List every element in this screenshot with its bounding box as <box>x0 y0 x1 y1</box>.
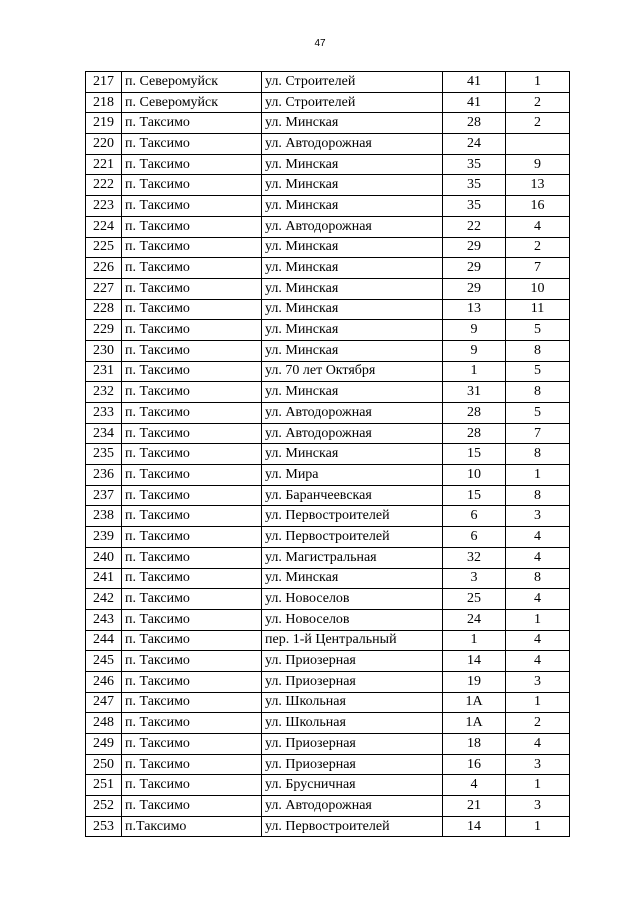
row-number-cell: 233 <box>86 403 122 424</box>
row-number-cell: 251 <box>86 775 122 796</box>
apartment-number-cell: 4 <box>506 589 570 610</box>
apartment-number-cell: 1 <box>506 609 570 630</box>
street-cell: ул. Минская <box>262 278 443 299</box>
street-cell: ул. Новоселов <box>262 609 443 630</box>
house-number-cell: 15 <box>443 444 506 465</box>
street-cell: ул. Автодорожная <box>262 134 443 155</box>
street-cell: ул. Приозерная <box>262 651 443 672</box>
row-number-cell: 217 <box>86 72 122 93</box>
table-row <box>86 547 570 568</box>
apartment-number-cell: 1 <box>506 72 570 93</box>
table-row <box>86 734 570 755</box>
house-number-cell: 1 <box>443 630 506 651</box>
row-number-cell: 246 <box>86 671 122 692</box>
house-number-cell: 6 <box>443 527 506 548</box>
street-cell: ул. Минская <box>262 154 443 175</box>
apartment-number-cell: 4 <box>506 734 570 755</box>
apartment-number-cell: 5 <box>506 403 570 424</box>
house-number-cell: 9 <box>443 320 506 341</box>
table-row <box>86 816 570 837</box>
street-cell: ул. Минская <box>262 175 443 196</box>
house-number-cell: 28 <box>443 423 506 444</box>
street-cell: ул. Брусничная <box>262 775 443 796</box>
house-number-cell: 14 <box>443 816 506 837</box>
row-number-cell: 224 <box>86 216 122 237</box>
row-number-cell: 245 <box>86 651 122 672</box>
apartment-number-cell: 1 <box>506 775 570 796</box>
house-number-cell: 29 <box>443 258 506 279</box>
street-cell: ул. Новоселов <box>262 589 443 610</box>
table-row <box>86 444 570 465</box>
street-cell: ул. Минская <box>262 320 443 341</box>
table-row <box>86 403 570 424</box>
apartment-number-cell: 9 <box>506 154 570 175</box>
table-row <box>86 465 570 486</box>
street-cell: ул. Приозерная <box>262 734 443 755</box>
row-number-cell: 231 <box>86 361 122 382</box>
settlement-cell: п. Таксимо <box>122 278 262 299</box>
table-row <box>86 589 570 610</box>
settlement-cell: п. Таксимо <box>122 796 262 817</box>
table-row <box>86 671 570 692</box>
table-row <box>86 154 570 175</box>
street-cell: ул. Минская <box>262 113 443 134</box>
house-number-cell: 19 <box>443 671 506 692</box>
house-number-cell: 24 <box>443 134 506 155</box>
apartment-number-cell: 3 <box>506 754 570 775</box>
settlement-cell: п. Таксимо <box>122 506 262 527</box>
row-number-cell: 250 <box>86 754 122 775</box>
house-number-cell: 21 <box>443 796 506 817</box>
house-number-cell: 3 <box>443 568 506 589</box>
table-row <box>86 754 570 775</box>
apartment-number-cell: 4 <box>506 651 570 672</box>
row-number-cell: 234 <box>86 423 122 444</box>
apartment-number-cell: 3 <box>506 671 570 692</box>
apartment-number-cell: 2 <box>506 713 570 734</box>
settlement-cell: п. Таксимо <box>122 754 262 775</box>
street-cell: ул. Магистральная <box>262 547 443 568</box>
table-row <box>86 175 570 196</box>
apartment-number-cell: 4 <box>506 527 570 548</box>
street-cell: ул. Автодорожная <box>262 403 443 424</box>
street-cell: ул. Школьная <box>262 692 443 713</box>
street-cell: ул. Автодорожная <box>262 216 443 237</box>
row-number-cell: 218 <box>86 92 122 113</box>
street-cell: ул. Минская <box>262 382 443 403</box>
settlement-cell: п.Таксимо <box>122 816 262 837</box>
house-number-cell: 6 <box>443 506 506 527</box>
street-cell: ул. Минская <box>262 237 443 258</box>
house-number-cell: 31 <box>443 382 506 403</box>
row-number-cell: 229 <box>86 320 122 341</box>
row-number-cell: 226 <box>86 258 122 279</box>
house-number-cell: 14 <box>443 651 506 672</box>
settlement-cell: п. Таксимо <box>122 403 262 424</box>
settlement-cell: п. Таксимо <box>122 216 262 237</box>
settlement-cell: п. Таксимо <box>122 382 262 403</box>
apartment-number-cell: 3 <box>506 506 570 527</box>
table-row <box>86 382 570 403</box>
row-number-cell: 225 <box>86 237 122 258</box>
row-number-cell: 227 <box>86 278 122 299</box>
settlement-cell: п. Таксимо <box>122 258 262 279</box>
settlement-cell: п. Таксимо <box>122 671 262 692</box>
apartment-number-cell: 3 <box>506 796 570 817</box>
house-number-cell: 22 <box>443 216 506 237</box>
apartment-number-cell <box>506 134 570 155</box>
street-cell: ул. Мира <box>262 465 443 486</box>
settlement-cell: п. Таксимо <box>122 547 262 568</box>
row-number-cell: 232 <box>86 382 122 403</box>
table-row <box>86 796 570 817</box>
settlement-cell: п. Таксимо <box>122 630 262 651</box>
settlement-cell: п. Таксимо <box>122 568 262 589</box>
settlement-cell: п. Таксимо <box>122 734 262 755</box>
apartment-number-cell: 7 <box>506 258 570 279</box>
table-row <box>86 320 570 341</box>
apartment-number-cell: 8 <box>506 485 570 506</box>
house-number-cell: 1А <box>443 713 506 734</box>
settlement-cell: п. Таксимо <box>122 444 262 465</box>
table-row <box>86 237 570 258</box>
apartment-number-cell: 8 <box>506 444 570 465</box>
table-row <box>86 506 570 527</box>
row-number-cell: 228 <box>86 299 122 320</box>
apartment-number-cell: 5 <box>506 361 570 382</box>
row-number-cell: 239 <box>86 527 122 548</box>
apartment-number-cell: 8 <box>506 382 570 403</box>
table-row <box>86 216 570 237</box>
table-row <box>86 113 570 134</box>
street-cell: ул. Первостроителей <box>262 506 443 527</box>
apartment-number-cell: 4 <box>506 630 570 651</box>
street-cell: ул. Минская <box>262 444 443 465</box>
apartment-number-cell: 10 <box>506 278 570 299</box>
table-row <box>86 278 570 299</box>
settlement-cell: п. Таксимо <box>122 113 262 134</box>
street-cell: ул. Минская <box>262 299 443 320</box>
street-cell: ул. Минская <box>262 568 443 589</box>
apartment-number-cell: 1 <box>506 816 570 837</box>
street-cell: ул. Строителей <box>262 92 443 113</box>
settlement-cell: п. Таксимо <box>122 196 262 217</box>
row-number-cell: 236 <box>86 465 122 486</box>
house-number-cell: 25 <box>443 589 506 610</box>
settlement-cell: п. Таксимо <box>122 775 262 796</box>
house-number-cell: 28 <box>443 113 506 134</box>
apartment-number-cell: 8 <box>506 340 570 361</box>
settlement-cell: п. Таксимо <box>122 589 262 610</box>
apartment-number-cell: 2 <box>506 237 570 258</box>
street-cell: ул. 70 лет Октября <box>262 361 443 382</box>
table-row <box>86 568 570 589</box>
row-number-cell: 240 <box>86 547 122 568</box>
row-number-cell: 244 <box>86 630 122 651</box>
page-number: 47 <box>314 38 326 49</box>
settlement-cell: п. Таксимо <box>122 134 262 155</box>
row-number-cell: 220 <box>86 134 122 155</box>
street-cell: ул. Приозерная <box>262 754 443 775</box>
street-cell: ул. Первостроителей <box>262 527 443 548</box>
settlement-cell: п. Таксимо <box>122 361 262 382</box>
house-number-cell: 35 <box>443 154 506 175</box>
settlement-cell: п. Северомуйск <box>122 72 262 93</box>
apartment-number-cell: 1 <box>506 692 570 713</box>
table-row <box>86 72 570 93</box>
street-cell: ул. Автодорожная <box>262 423 443 444</box>
house-number-cell: 24 <box>443 609 506 630</box>
row-number-cell: 237 <box>86 485 122 506</box>
settlement-cell: п. Таксимо <box>122 485 262 506</box>
house-number-cell: 16 <box>443 754 506 775</box>
row-number-cell: 235 <box>86 444 122 465</box>
settlement-cell: п. Таксимо <box>122 237 262 258</box>
house-number-cell: 29 <box>443 278 506 299</box>
settlement-cell: п. Таксимо <box>122 692 262 713</box>
table-row <box>86 775 570 796</box>
street-cell: ул. Баранчеевская <box>262 485 443 506</box>
table-row <box>86 92 570 113</box>
table-row <box>86 527 570 548</box>
house-number-cell: 18 <box>443 734 506 755</box>
settlement-cell: п. Северомуйск <box>122 92 262 113</box>
table-row <box>86 713 570 734</box>
apartment-number-cell: 2 <box>506 113 570 134</box>
street-cell: ул. Первостроителей <box>262 816 443 837</box>
house-number-cell: 29 <box>443 237 506 258</box>
table-row <box>86 361 570 382</box>
row-number-cell: 243 <box>86 609 122 630</box>
row-number-cell: 222 <box>86 175 122 196</box>
house-number-cell: 1А <box>443 692 506 713</box>
row-number-cell: 241 <box>86 568 122 589</box>
house-number-cell: 15 <box>443 485 506 506</box>
row-number-cell: 249 <box>86 734 122 755</box>
house-number-cell: 32 <box>443 547 506 568</box>
apartment-number-cell: 1 <box>506 465 570 486</box>
row-number-cell: 219 <box>86 113 122 134</box>
house-number-cell: 1 <box>443 361 506 382</box>
street-cell: ул. Приозерная <box>262 671 443 692</box>
table-row <box>86 609 570 630</box>
house-number-cell: 35 <box>443 175 506 196</box>
street-cell: ул. Строителей <box>262 72 443 93</box>
table-row <box>86 299 570 320</box>
house-number-cell: 35 <box>443 196 506 217</box>
street-cell: ул. Школьная <box>262 713 443 734</box>
apartment-number-cell: 4 <box>506 547 570 568</box>
table-row <box>86 423 570 444</box>
house-number-cell: 4 <box>443 775 506 796</box>
street-cell: ул. Минская <box>262 340 443 361</box>
row-number-cell: 230 <box>86 340 122 361</box>
street-cell: ул. Минская <box>262 196 443 217</box>
settlement-cell: п. Таксимо <box>122 299 262 320</box>
house-number-cell: 9 <box>443 340 506 361</box>
row-number-cell: 248 <box>86 713 122 734</box>
settlement-cell: п. Таксимо <box>122 340 262 361</box>
apartment-number-cell: 16 <box>506 196 570 217</box>
row-number-cell: 242 <box>86 589 122 610</box>
table-row <box>86 340 570 361</box>
row-number-cell: 223 <box>86 196 122 217</box>
apartment-number-cell: 8 <box>506 568 570 589</box>
apartment-number-cell: 13 <box>506 175 570 196</box>
house-number-cell: 10 <box>443 465 506 486</box>
row-number-cell: 253 <box>86 816 122 837</box>
settlement-cell: п. Таксимо <box>122 423 262 444</box>
table-row <box>86 692 570 713</box>
settlement-cell: п. Таксимо <box>122 175 262 196</box>
settlement-cell: п. Таксимо <box>122 609 262 630</box>
street-cell: ул. Автодорожная <box>262 796 443 817</box>
table-row <box>86 258 570 279</box>
settlement-cell: п. Таксимо <box>122 713 262 734</box>
table-row <box>86 651 570 672</box>
house-number-cell: 41 <box>443 92 506 113</box>
row-number-cell: 247 <box>86 692 122 713</box>
settlement-cell: п. Таксимо <box>122 465 262 486</box>
settlement-cell: п. Таксимо <box>122 320 262 341</box>
apartment-number-cell: 5 <box>506 320 570 341</box>
table-row <box>86 630 570 651</box>
address-table <box>85 71 570 837</box>
street-cell: ул. Минская <box>262 258 443 279</box>
apartment-number-cell: 7 <box>506 423 570 444</box>
apartment-number-cell: 2 <box>506 92 570 113</box>
address-table-body <box>86 72 570 837</box>
street-cell: пер. 1-й Центральный <box>262 630 443 651</box>
table-row <box>86 196 570 217</box>
apartment-number-cell: 11 <box>506 299 570 320</box>
row-number-cell: 221 <box>86 154 122 175</box>
settlement-cell: п. Таксимо <box>122 651 262 672</box>
apartment-number-cell: 4 <box>506 216 570 237</box>
row-number-cell: 238 <box>86 506 122 527</box>
house-number-cell: 41 <box>443 72 506 93</box>
table-row <box>86 485 570 506</box>
settlement-cell: п. Таксимо <box>122 527 262 548</box>
settlement-cell: п. Таксимо <box>122 154 262 175</box>
row-number-cell: 252 <box>86 796 122 817</box>
table-row <box>86 134 570 155</box>
house-number-cell: 28 <box>443 403 506 424</box>
house-number-cell: 13 <box>443 299 506 320</box>
